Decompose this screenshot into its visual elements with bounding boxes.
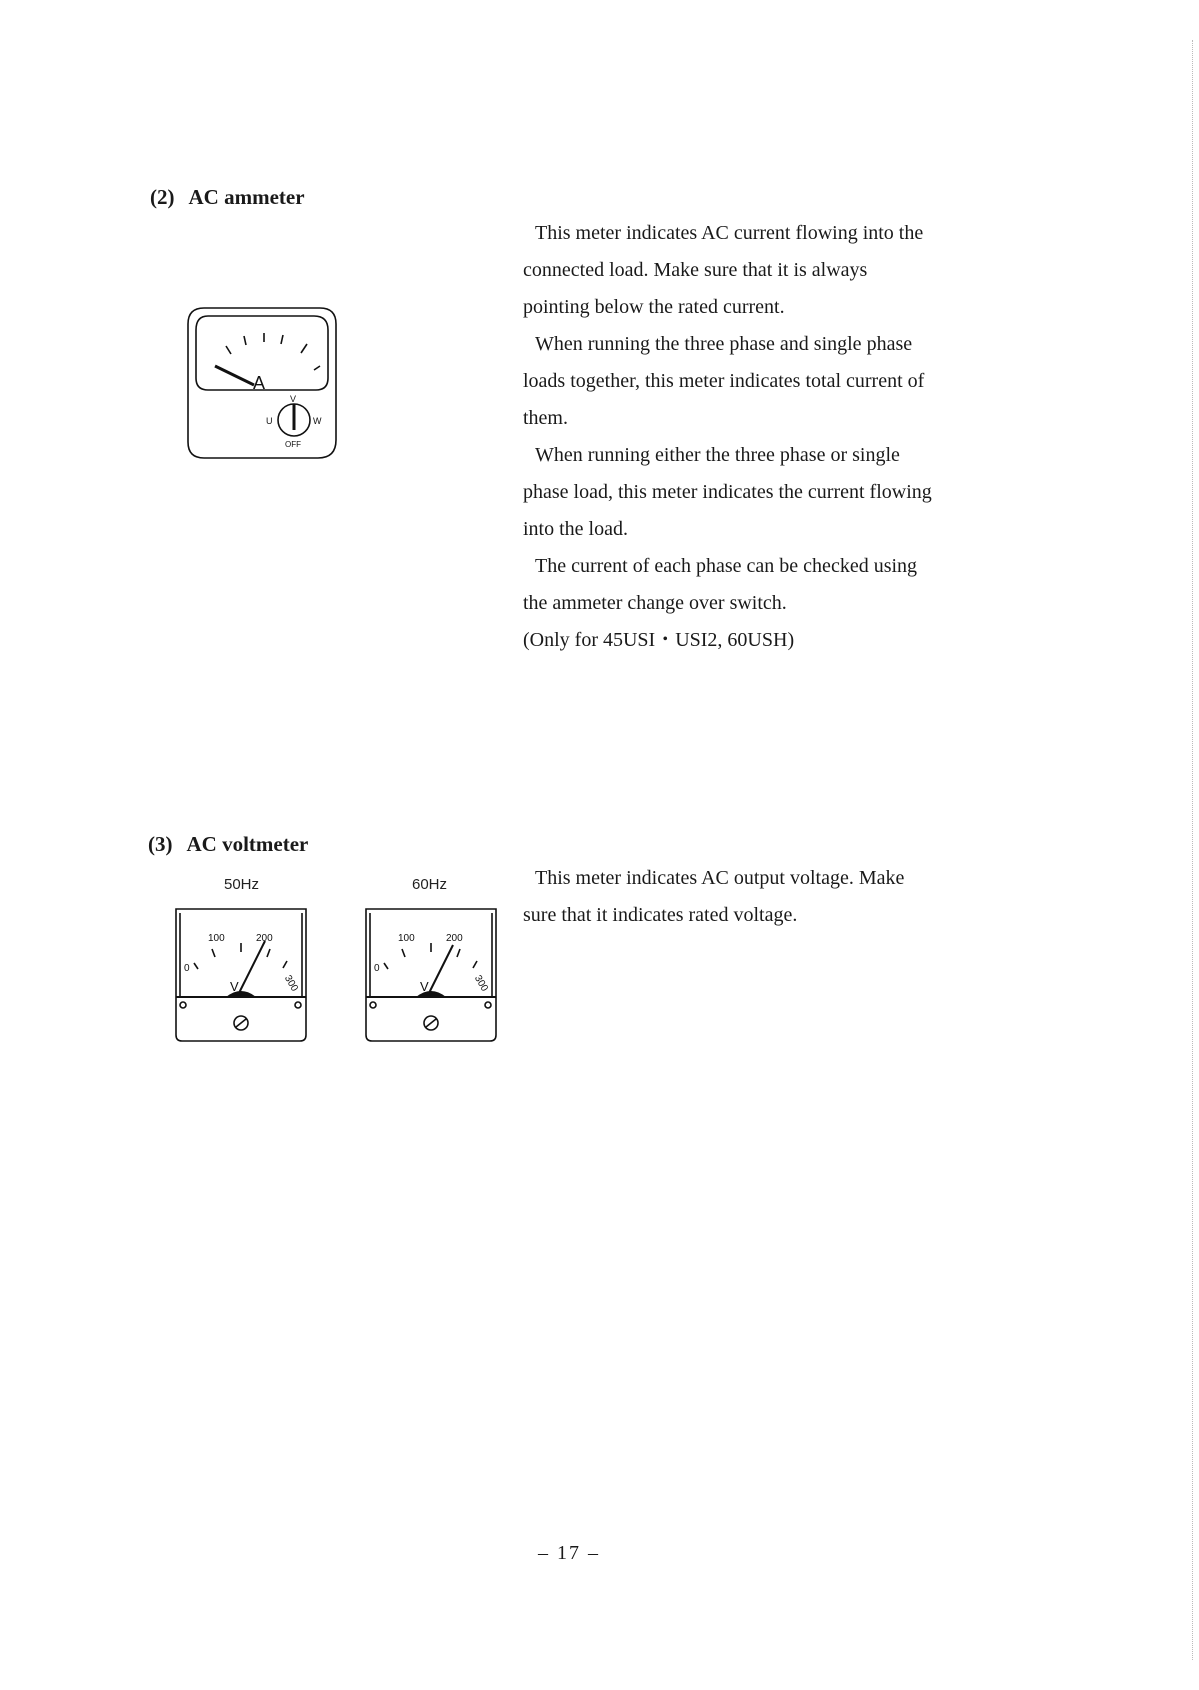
section-3-heading: [148, 832, 308, 857]
text-line: loads together, this meter indicates total current of: [523, 370, 925, 392]
section-2-heading: [150, 185, 305, 210]
section-2-text: [523, 215, 1083, 659]
ac-voltmeter-60hz-figure: [360, 905, 502, 1045]
scale-label-100: 100: [208, 933, 225, 944]
voltmeter-60hz-label: 60Hz: [412, 876, 448, 893]
text-line: the ammeter change over switch.: [523, 592, 787, 614]
ac-ammeter-figure: [182, 298, 342, 468]
scale-label-300: 300: [471, 973, 490, 994]
switch-label-v: V: [290, 394, 297, 404]
paragraph: [523, 215, 1083, 326]
scale-label-100: 100: [398, 933, 415, 944]
section-2-number: (2): [150, 185, 175, 209]
text-line: When running the three phase and single phase: [535, 333, 913, 355]
text-line: When running either the three phase or single: [535, 444, 900, 466]
text-line: This meter indicates AC current flowing into the: [535, 222, 924, 244]
scale-label-0: 0: [374, 963, 380, 974]
section-3-number: (3): [148, 832, 173, 856]
text-line: The current of each phase can be checked using: [535, 555, 918, 577]
text-line: connected load. Make sure that it is always: [523, 259, 868, 281]
page-number: – 17 –: [538, 1542, 600, 1564]
text-line: sure that it indicates rated voltage.: [523, 904, 798, 926]
paragraph: [523, 548, 1083, 622]
switch-label-off: OFF: [285, 440, 301, 449]
text-line: into the load.: [523, 518, 628, 540]
voltmeter-unit-label: V: [230, 979, 239, 994]
voltmeter-unit-label: V: [420, 979, 429, 994]
section-3-title: AC voltmeter: [186, 832, 309, 856]
scale-label-0: 0: [184, 963, 190, 974]
paragraph: [523, 326, 1083, 437]
scale-label-300: 300: [281, 973, 300, 994]
switch-label-w: W: [313, 416, 322, 426]
scale-label-200: 200: [446, 933, 463, 944]
scan-edge-mark: [1192, 40, 1193, 1660]
ammeter-unit-label: A: [253, 373, 266, 393]
switch-label-u: U: [266, 416, 273, 426]
text-line: phase load, this meter indicates the current flowing: [523, 481, 932, 503]
ac-voltmeter-50hz-figure: [170, 905, 312, 1045]
section-2-title: AC ammeter: [188, 185, 305, 209]
scale-label-200: 200: [256, 933, 273, 944]
paragraph: [523, 437, 1083, 548]
text-line: This meter indicates AC output voltage. Make: [535, 867, 905, 889]
paragraph: [523, 860, 1083, 934]
voltmeter-50hz-label: 50Hz: [224, 876, 260, 893]
section-3-text: [523, 860, 1083, 934]
model-note: (Only for 45USI・USI2, 60USH): [523, 629, 795, 651]
text-line: pointing below the rated current.: [523, 296, 785, 318]
text-line: them.: [523, 407, 568, 429]
